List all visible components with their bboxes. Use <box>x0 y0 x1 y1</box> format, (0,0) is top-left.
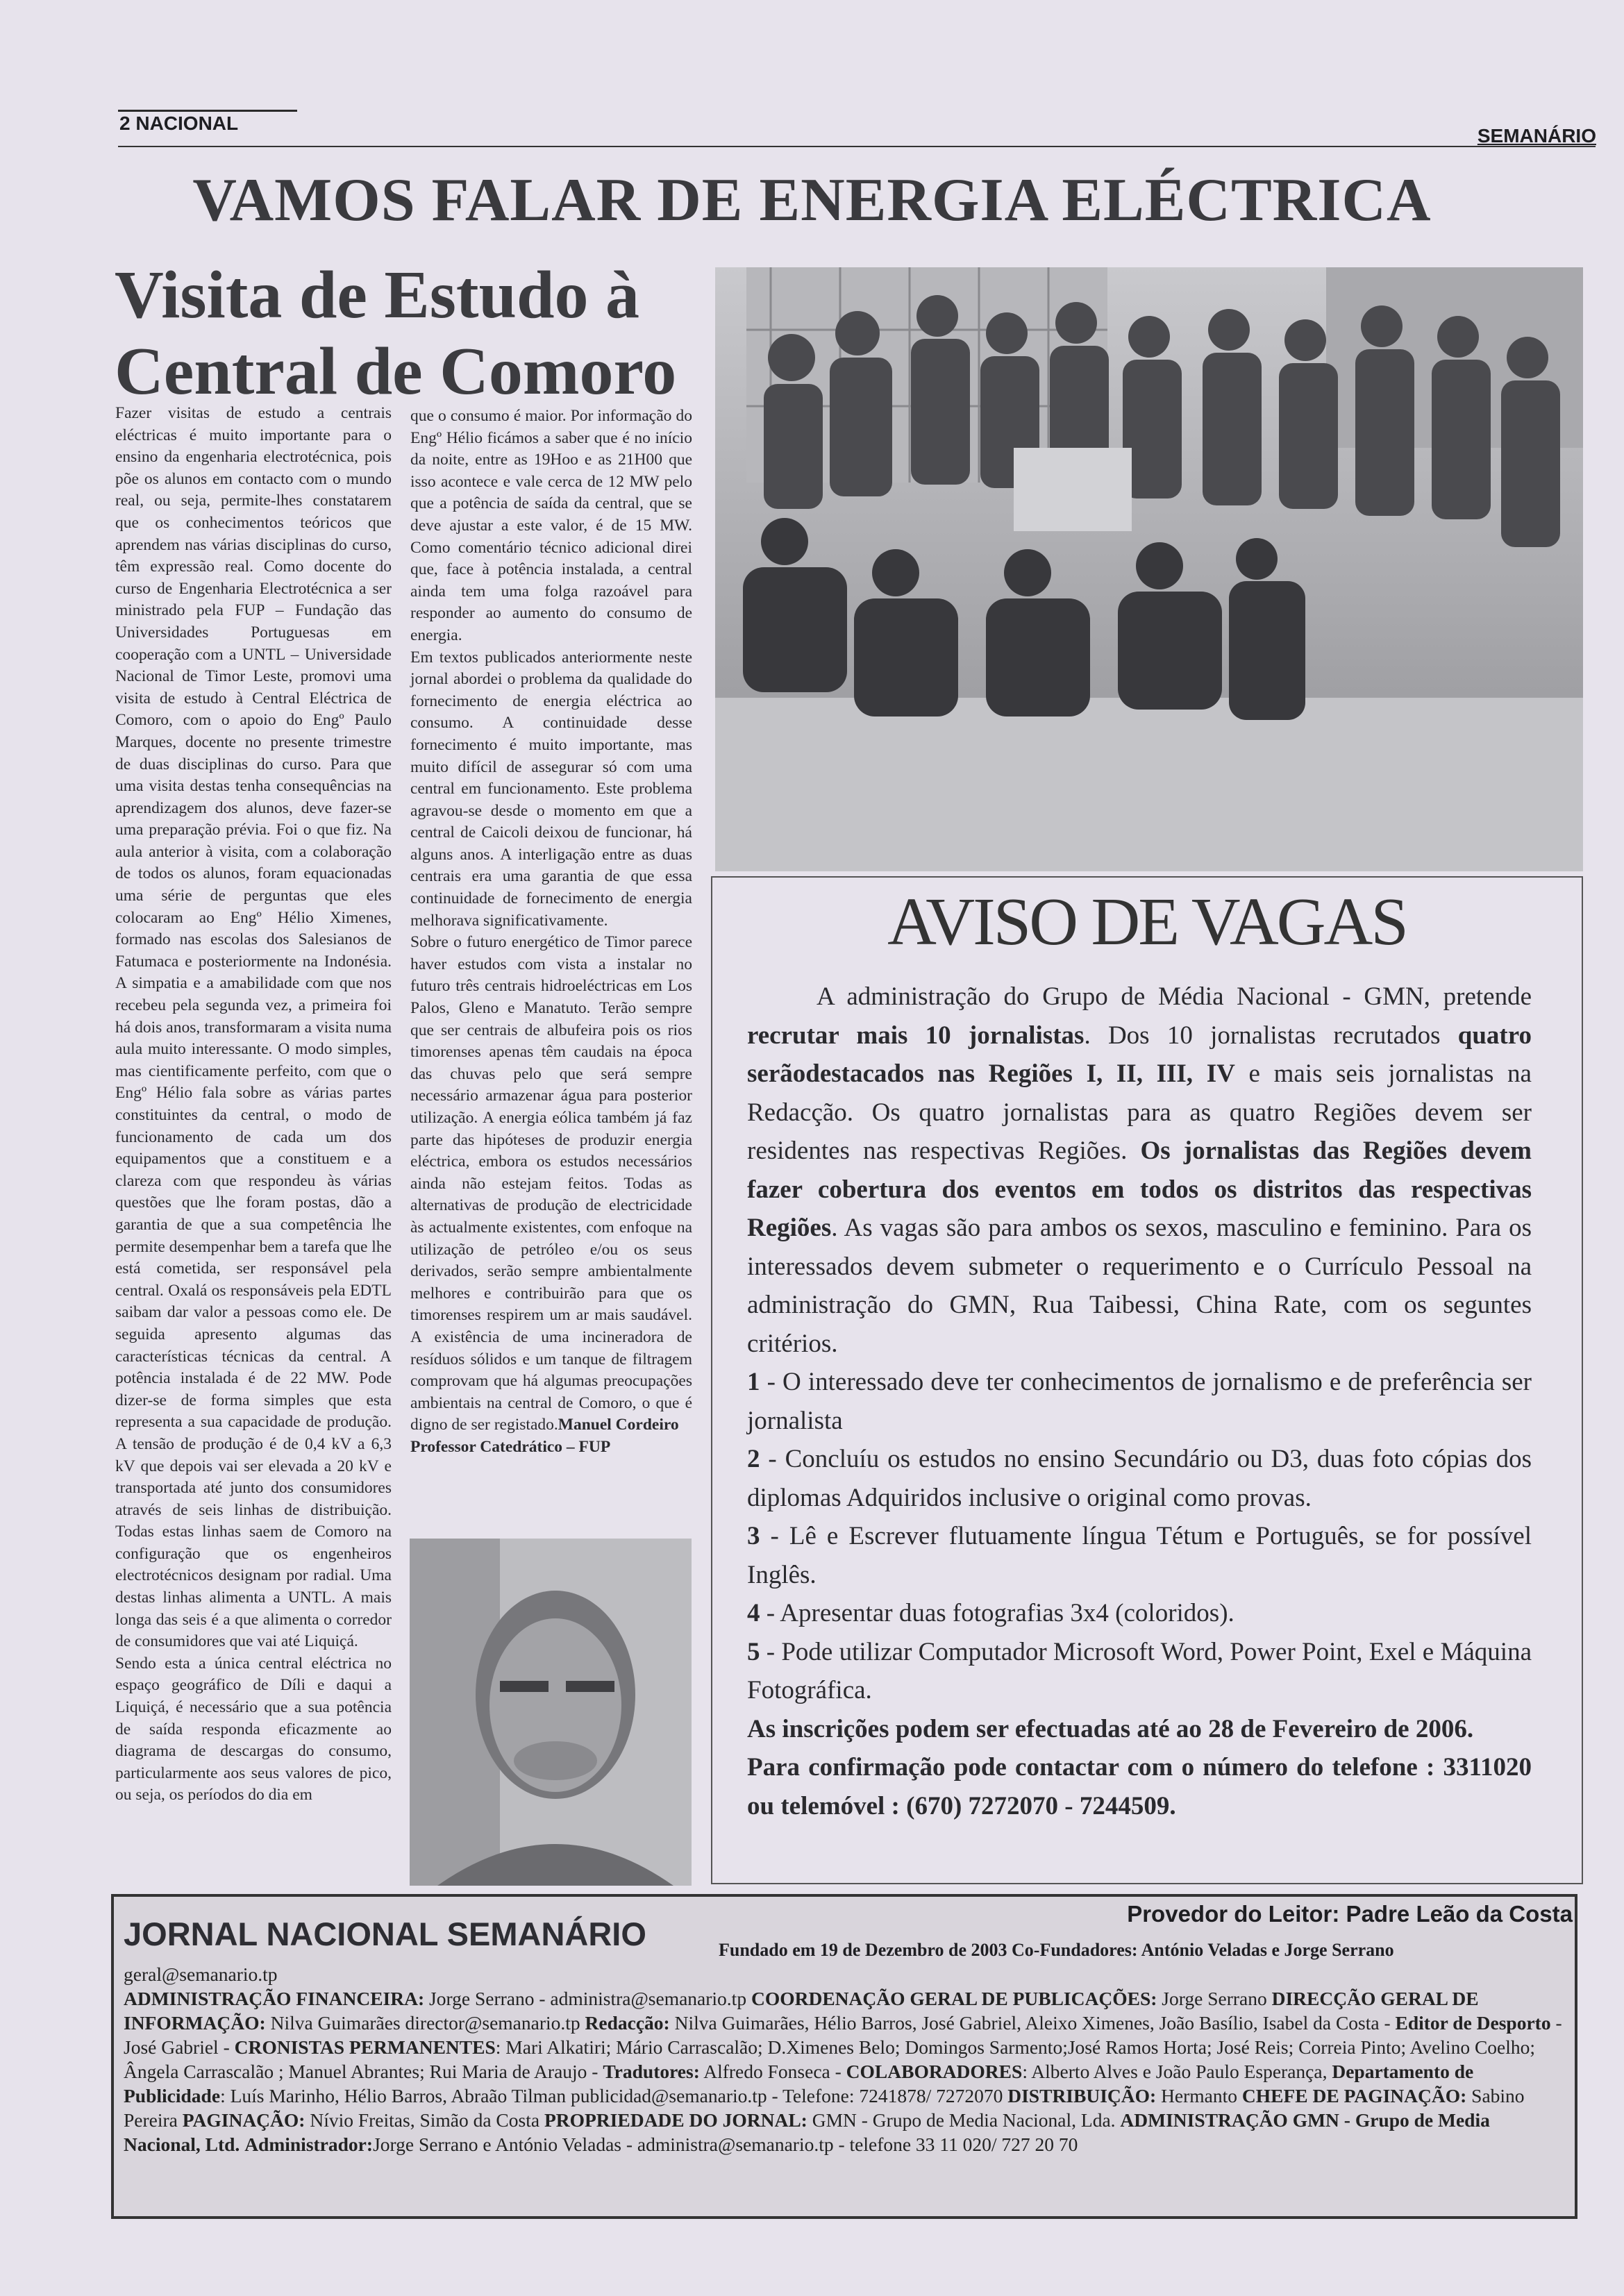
article-title-line-1: Visita de Estudo à <box>115 258 640 333</box>
credit-text: Nívio Freitas, Simão da Costa <box>305 2109 544 2131</box>
credit-text: : Mari Alkatiri; Mário Carrascalão; D.Ximenes Belo; Domingos Sarmento;José Ramos Horta; José Reis; Correia Pinto; Avelino Coelho; Ângela Carrascalão ; Manuel Abrantes; Rui Maria de Araujo - <box>124 2036 1536 2082</box>
masthead-email: geral@semanario.tp <box>124 1963 278 1985</box>
article-paragraph <box>410 932 692 1436</box>
credit-text: Nilva Guimarães director@semanario.tp <box>265 2012 585 2034</box>
notice-text: . Dos 10 jornalistas recrutados <box>1084 1021 1458 1050</box>
criteria-number: 3 <box>747 1522 760 1550</box>
notice-text: . As vagas são para ambos os sexos, masculino e feminino. Para os interessados devem submeter o requerimento e o Currículo Pessoal na administração do GMN, Rua Taibessi, China Rate, com os seguntes critérios. <box>747 1214 1532 1358</box>
job-notice-intro <box>747 978 1532 1363</box>
reader-ombudsman: Provedor do Leitor: Padre Leão da Costa <box>1127 1901 1573 1927</box>
criteria-number: 2 <box>747 1445 760 1473</box>
credit-label: ADMINISTRAÇÃO GMN - Grupo de Media Nacional, Ltd. <box>124 2109 1490 2155</box>
credit-label: PAGINAÇÃO: <box>182 2109 305 2131</box>
criteria-item <box>747 1363 1532 1440</box>
article-column-1 <box>115 403 392 1807</box>
credit-text: GMN - Grupo de Media Nacional, Lda. <box>807 2109 1121 2131</box>
credit-text: Jorge Serrano - administra@semanario.tp <box>424 1988 751 2009</box>
credit-label: Administrador: <box>244 2134 374 2155</box>
criteria-text: - Pode utilizar Computador Microsoft Word, Power Point, Exel e Máquina Fotográfica. <box>747 1637 1532 1704</box>
credit-label: COLABORADORES <box>846 2061 1023 2082</box>
credit-label: Editor de Desporto <box>1395 2012 1551 2034</box>
credit-text: Jorge Serrano e António Veladas - administra@semanario.tp - telefone 33 11 020/ 727 20 70 <box>373 2134 1078 2155</box>
credit-text: Alfredo Fonseca - <box>699 2061 846 2082</box>
brand-label: SEMANÁRIO <box>1477 125 1596 146</box>
criteria-text: - Concluíu os estudos no ensino Secundário ou D3, duas foto cópias dos diplomas Adquiridos inclusive o original como provas. <box>747 1445 1532 1512</box>
criteria-text: - Lê e Escrever flutuamente língua Tétum e Português, se for possível Inglês. <box>747 1522 1532 1589</box>
article-paragraph: Fazer visitas de estudo a centrais eléctricas é muito importante para o ensino da engenharia electrotécnica, pois põe os alunos em contacto com o mundo real, ou seja, permite-lhes constatarem que os conhecimentos teóricos que aprendem nas várias disciplinas do curso, têm expressão real. Como docente do curso de Engenharia Electrotécnica a ser ministrado pela FUP – Fundação das Universidades Portuguesas em cooperação com a UNTL – Universidade Nacional de Timor Leste, promovi uma visita de estudo à Central Eléctrica de Comoro, com o apoio do Engº Paulo Marques, docente no presente trimestre de duas disciplinas do curso. Para que uma visita destas tenha consequências na aprendizagem dos alunos, deve fazer-se uma preparação prévia. Foi o que fiz. Na aula anterior à visita, com a colaboração de todos os alunos, foram equacionadas uma série de perguntas que eles colocaram ao Engº Hélio Ximenes, formado nas escolas dos Salesianos de Fatumaca e posteriormente na Indonésia. A simpatia e a amabilidade com que nos recebeu pela segunda vez, a primeira foi há dois anos, transformaram a visita numa aula muito interessante. O modo simples, mas cientificamente perfeito, com que o Engº Hélio fala sobre as várias partes constituintes da central, o modo de funcionamento de cada um dos equipamentos que a constituem e a clareza com que respondeu às várias questões que lhe foram postas, dão a garantia de que a sua competência lhe permite desempenhar bem a tarefa que lhe está cometida, ser responsável pela central. Oxalá os responsáveis pela EDTL saibam dar valor a pessoas como ele. De seguida apresento algumas das características técnicas da central. A potência instalada é de 22 MW. Pode dizer-se de forma simples que esta representa a sua capacidade de produção. A tensão de produção é de 0,4 kV a 6,3 kV que depois vai ser elevada a 20 kV e transportada até junto dos consumidores através de seis linhas de distribuição. Todas estas linhas saem de Comoro na configuração que os engenheiros electrotécnicos designam por radial. Uma destas linhas alimenta a UNTL. A mais longa das seis é a que alimenta o corredor de consumidores que vai até Liquiçá. <box>115 404 392 1651</box>
credit-text: - José Gabriel - <box>124 2012 1562 2058</box>
criteria-item <box>747 1440 1532 1517</box>
criteria-item <box>747 1594 1532 1633</box>
masthead-staff <box>124 1986 1565 2156</box>
author-role: Professor Catedrático – FUP <box>410 1437 611 1456</box>
credit-label: DISTRIBUIÇÃO: <box>1007 2085 1157 2106</box>
notice-text: e mais seis jornalistas na Redacção. Os quatro jornalistas para as quatro Regiões devem ser residentes nas respectivas Regiões. <box>747 1059 1532 1165</box>
credit-text: : Alberto Alves e João Paulo Esperança, <box>1022 2061 1332 2082</box>
criteria-item <box>747 1517 1532 1594</box>
criteria-text: - O interessado deve ter conhecimentos de jornalismo e de preferência ser jornalista <box>747 1368 1532 1435</box>
article-column-2 <box>410 405 692 1459</box>
article-paragraph: Em textos publicados anteriormente neste jornal abordei o problema da qualidade do fornecimento de energia eléctrica ao consumo. A continuidade desse fornecimento é muito importante, mas muito difícil de assegurar só com uma central em funcionamento. Este problema agravou-se desde o momento em que a central de Caicoli deixou de funcionar, há alguns anos. A interligação entre as duas centrais era uma garantia de que essa continuidade de fornecimento de energia melhorava significativamente. <box>410 648 692 930</box>
criteria-text: - Apresentar duas fotografias 3x4 (coloridos). <box>760 1599 1234 1627</box>
author-name: Manuel Cordeiro <box>558 1416 679 1434</box>
credit-label: Tradutores: <box>603 2061 700 2082</box>
job-notice-body <box>747 978 1532 1825</box>
job-notice-title: AVISO DE VAGAS <box>887 885 1407 960</box>
article-paragraph-text: Sobre o futuro energético de Timor parece haver estudos com vista a instalar no futuro três centrais hidroeléctricas em Los Palos, Gleno e Manatuto. Terão sempre que ser centrais de albufeira pois os rios timorenses apenas têm caudais na época das chuvas pelo que será sempre necessário armazenar água para posterior utilização. A energia eólica também já faz parte das hipóteses de produzir energia eléctrica, embora os estudos necessários ainda não estejam feitos. Todas as alternativas de produção de electricidade às actualmente existentes, com enfoque na utilização de petróleo e/ou os seus derivados, serão sempre ambientalmente melhores e contribuirão para que os timorenses respirem um ar mais saudável. A existência de uma incineradora de resíduos sólidos e um tanque de filtragem comprovam que há algumas preocupações ambientais na central de Comoro, o que é digno de ser registado. <box>410 933 692 1434</box>
founding-info: Fundado em 19 de Dezembro de 2003 Co-Fundadores: António Veladas e Jorge Serrano <box>719 1940 1394 1960</box>
credit-label: Redacção: <box>585 2012 670 2034</box>
article-title-line-2: Central de Comoro <box>115 334 677 409</box>
credit-text: Jorge Serrano <box>1157 1988 1272 2009</box>
contact-text: Para confirmação pode contactar com o número do telefone : 3311020 ou telemóvel : (670) 7272070 - 7244509. <box>747 1753 1532 1820</box>
credit-text: Sabino Pereira <box>124 2085 1525 2131</box>
credit-text: Hermanto <box>1156 2085 1242 2106</box>
header-rule <box>118 146 1596 147</box>
deadline-text: As inscrições podem ser efectuadas até ao 28 de Fevereiro de 2006. <box>747 1714 1474 1743</box>
credit-text: : Luís Marinho, Hélio Barros, Abraão Tilman publicidad@semanario.tp - Telefone: 7241878/ 7272070 <box>220 2085 1008 2106</box>
criteria-number: 5 <box>747 1637 760 1666</box>
credit-label: CRONISTAS PERMANENTES <box>234 2036 496 2058</box>
page-headline: VAMOS FALAR DE ENERGIA ELÉCTRICA <box>192 167 1432 234</box>
author-photo <box>410 1539 692 1886</box>
author-photo-image <box>410 1539 692 1886</box>
article-title <box>115 257 705 410</box>
job-notice-deadline <box>747 1710 1532 1749</box>
credit-label: PROPRIEDADE DO JORNAL: <box>544 2109 807 2131</box>
job-notice-contact <box>747 1748 1532 1825</box>
notice-bold-text: quatro serãodestacados nas Regiões I, II, III, IV <box>747 1021 1532 1088</box>
group-photo <box>715 267 1583 871</box>
credit-label: CHEFE DE PAGINAÇÃO: <box>1241 2085 1467 2106</box>
criteria-item <box>747 1633 1532 1710</box>
credit-label: DIRECÇÃO GERAL DE INFORMAÇÃO: <box>124 1988 1479 2034</box>
notice-text: A administração do Grupo de Média Nacional - GMN, pretende <box>817 982 1532 1011</box>
credit-label: COORDENAÇÃO GERAL DE PUBLICAÇÕES: <box>751 1988 1157 2009</box>
section-label: 2 NACIONAL <box>119 112 239 134</box>
credit-text: Nilva Guimarães, Hélio Barros, José Gabriel, Aleixo Ximenes, João Basílio, Isabel da Costa - <box>669 2012 1396 2034</box>
criteria-number: 4 <box>747 1599 760 1627</box>
credit-label: Departamento de Publicidade <box>124 2061 1474 2106</box>
header-rule-short <box>118 110 297 112</box>
credit-label: ADMINISTRAÇÃO FINANCEIRA: <box>124 1988 425 2009</box>
article-paragraph: que o consumo é maior. Por informação do Engº Hélio ficámos a saber que é no início da noite, entre as 19Hoo e as 21H00 que isso acontece e vale cerca de 12 MW pelo que a potência de saída da central, que se deve ajustar a este valor, é de 15 MW. Como comentário técnico adicional direi que, face à potência instalada, a central ainda tem uma folga razoável para responder ao aumento do consumo de energia. <box>410 407 692 644</box>
group-photo-image <box>715 267 1583 871</box>
notice-bold-text: Os jornalistas das Regiões devem fazer cobertura dos eventos em todos os distritos das respectivas Regiões <box>747 1137 1532 1242</box>
notice-bold-text: recrutar mais 10 jornalistas <box>747 1021 1085 1050</box>
article-paragraph: Sendo esta a única central eléctrica no espaço geográfico de Díli e daqui a Liquiçá, é necessário que a sua potência de saída responda eficazmente ao diagrama de descargas do consumo, particularmente aos seus valores de pico, ou seja, os períodos do dia em <box>115 1654 392 1804</box>
criteria-number: 1 <box>747 1368 760 1396</box>
masthead-title: JORNAL NACIONAL SEMANÁRIO <box>124 1916 646 1952</box>
masthead-credits <box>124 1962 1565 2156</box>
